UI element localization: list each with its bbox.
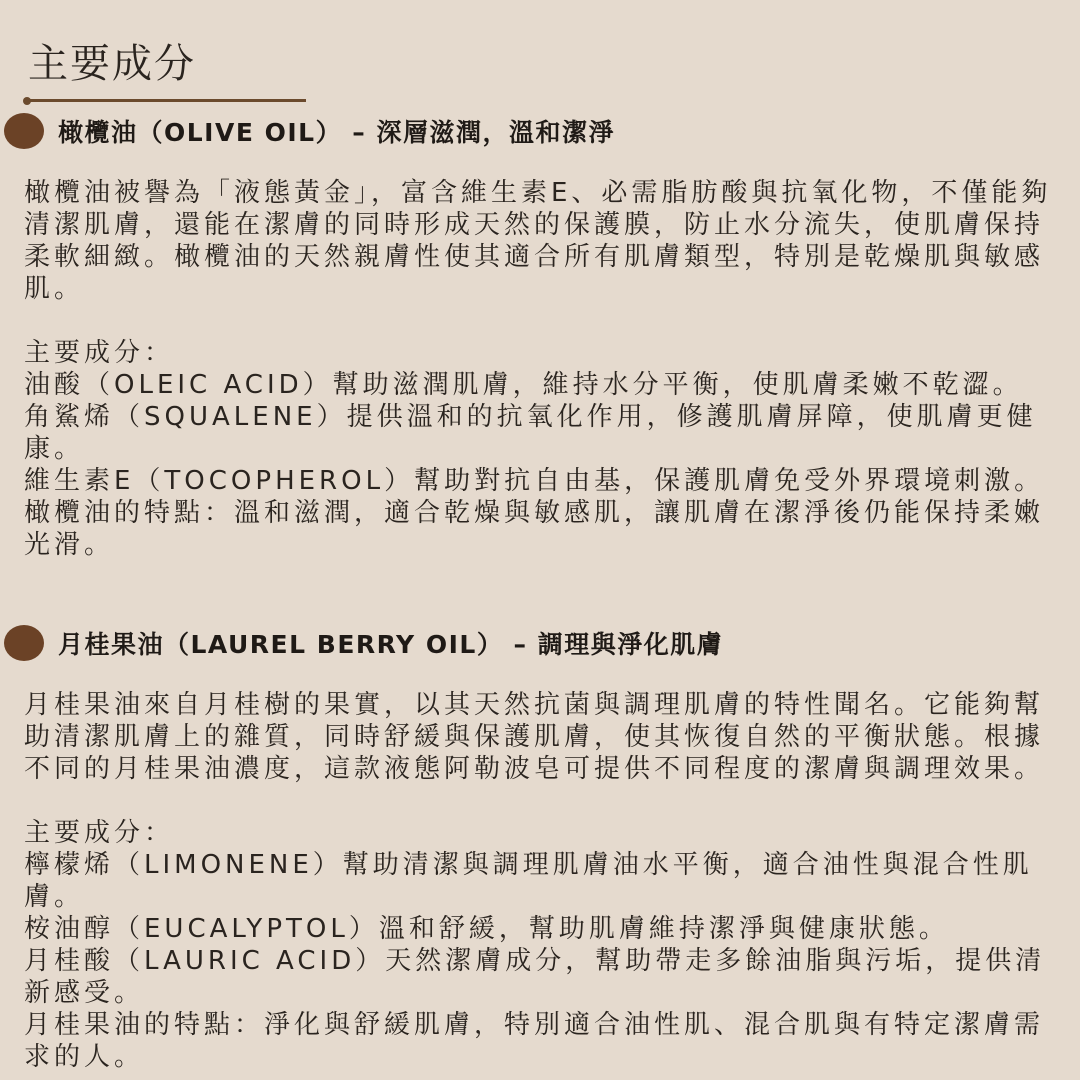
feature-summary: 橄欖油的特點：溫和滋潤，適合乾燥與敏感肌，讓肌膚在潔淨後仍能保持柔嫩光滑。 (24, 498, 1045, 560)
section-heading-olive-oil (4, 111, 615, 151)
component-item: 桉油醇（EUCALYPTOL）溫和舒緩，幫助肌膚維持潔淨與健康狀態。 (24, 914, 949, 944)
section-description: 橄欖油被譽為「液態黃金」，富含維生素E、必需脂肪酸與抗氧化物，不僅能夠清潔肌膚，還能在潔膚的同時形成天然的保護膜，防止水分流失，使肌膚保持柔軟細緻。橄欖油的天然親膚性使其適合所有肌膚類型，特別是乾燥肌與敏感肌。 (24, 178, 1052, 304)
components-label: 主要成分： (24, 818, 175, 848)
components-label: 主要成分： (24, 338, 175, 368)
section-title: 月桂果油（LAUREL BERRY OIL） – 調理與淨化肌膚 (58, 630, 724, 659)
title-divider (26, 99, 306, 102)
bullet-circle-icon (4, 113, 44, 149)
component-item: 油酸（OLEIC ACID）幫助滋潤肌膚，維持水分平衡，使肌膚柔嫩不乾澀。 (24, 370, 1023, 400)
section-heading-laurel-berry-oil (4, 623, 723, 663)
page-title: 主要成分 (28, 41, 196, 87)
section-title: 橄欖油（OLIVE OIL） – 深層滋潤，溫和潔淨 (58, 118, 616, 147)
section-body-laurel-berry-oil (24, 689, 1060, 1073)
component-item: 檸檬烯（LIMONENE）幫助清潔與調理肌膚油水平衡，適合油性與混合性肌膚。 (24, 850, 1033, 912)
component-item: 維生素E（TOCOPHEROL）幫助對抗自由基，保護肌膚免受外界環境刺激。 (24, 466, 1045, 496)
feature-summary: 月桂果油的特點：淨化與舒緩肌膚，特別適合油性肌、混合肌與有特定潔膚需求的人。 (24, 1010, 1045, 1072)
component-item: 月桂酸（LAURIC ACID）天然潔膚成分，幫助帶走多餘油脂與污垢，提供清新感受。 (24, 946, 1046, 1008)
section-body-olive-oil (24, 177, 1060, 561)
section-description: 月桂果油來自月桂樹的果實，以其天然抗菌與調理肌膚的特性聞名。它能夠幫助清潔肌膚上的雜質，同時舒緩與保護肌膚，使其恢復自然的平衡狀態。根據不同的月桂果油濃度，這款液態阿勒波皂可提供不同程度的潔膚與調理效果。 (24, 690, 1045, 784)
component-item: 角鯊烯（SQUALENE）提供溫和的抗氧化作用，修護肌膚屏障，使肌膚更健康。 (24, 402, 1037, 464)
bullet-circle-icon (4, 625, 44, 661)
